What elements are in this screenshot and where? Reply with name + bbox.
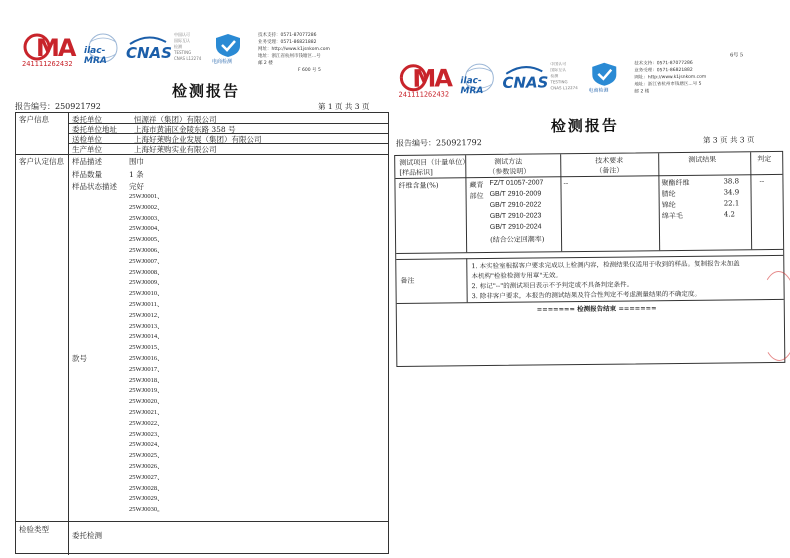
test-item-part: 藏青部位 bbox=[469, 181, 484, 201]
sample-id: 25WJ0003、 bbox=[129, 214, 164, 222]
model-label: 款号 bbox=[72, 354, 87, 363]
remark-line: 2. 标记"--"的测试项目表示不予判定或不具备判定条件。 bbox=[471, 280, 634, 291]
judgement: -- bbox=[759, 177, 765, 186]
report-number: 报告编号：250921792 bbox=[395, 138, 482, 148]
inspection-type-label: 检验类型 bbox=[19, 525, 49, 534]
page-title: 检测报告 bbox=[550, 116, 619, 136]
sample-id: 25WJ0008、 bbox=[129, 268, 164, 276]
remark-line: 1. 本实验室根据客户要求完成以上检测内容，检测结果仅适用于收到的样品。复制报告未加盖 bbox=[471, 259, 740, 271]
report-page-3 bbox=[392, 41, 790, 558]
corner-number: 6号 5 bbox=[730, 52, 744, 59]
col-header-method-sub: （参数说明） bbox=[488, 167, 531, 176]
ecommerce-testing-logo: 电商检测 bbox=[212, 32, 244, 72]
shield-icon bbox=[588, 61, 620, 87]
test-item-name: 纤维含量(%) bbox=[398, 181, 439, 190]
lab-contact-info: 技术支持：0571-87077286 业务受理：0571-86821882 网址：http://www.k1jsnkom.com 地址：浙江省杭州市钱塘区...号 5 邮 2 楼 bbox=[634, 60, 707, 95]
sample-id: 25WJ0027、 bbox=[129, 473, 164, 481]
sample-id: 25WJ0030。 bbox=[129, 506, 164, 514]
cnas-logo: CNAS bbox=[502, 61, 546, 97]
client-row-label: 委托单位地址 bbox=[72, 125, 117, 134]
result-value: 22.1 bbox=[723, 199, 740, 208]
remark-line: 本机构"检验检测专用章"无效。 bbox=[471, 271, 562, 281]
sample-id: 25WJ0018、 bbox=[129, 376, 164, 384]
col-header-item-sub: [样品标识] bbox=[399, 168, 433, 177]
sample-id: 25WJ0010、 bbox=[129, 290, 164, 298]
sample-id: 25WJ0001、 bbox=[129, 193, 164, 200]
test-method: GB/T 2910-2024 bbox=[489, 223, 542, 231]
sample-id: 25WJ0009、 bbox=[129, 279, 164, 287]
sample-id: 25WJ0028、 bbox=[129, 484, 164, 492]
cma-logo: MA 241111262432 bbox=[398, 64, 451, 99]
client-row-label: 送检单位 bbox=[72, 135, 102, 144]
cert-lines: 中国认可 国际互认 检测 TESTING CNAS L12274 bbox=[174, 32, 202, 61]
client-row-value: 上海市黄浦区金陵东路 358 号 bbox=[134, 125, 236, 134]
report-end-marker: ======= 检测报告结束 ======= bbox=[536, 304, 657, 314]
col-header-requirement: 技术要求 bbox=[595, 156, 624, 165]
client-row-value: 上海好莱购企业发展（集团）有限公司 bbox=[134, 135, 262, 144]
result-fiber: 腈纶 bbox=[661, 190, 676, 199]
sample-row-label: 样品数量 bbox=[72, 170, 102, 179]
result-value: 4.2 bbox=[723, 210, 735, 219]
sample-id: 25WJ0013、 bbox=[129, 322, 164, 330]
sample-id: 25WJ0012、 bbox=[129, 311, 164, 319]
shield-icon bbox=[212, 32, 244, 58]
col-header-requirement-sub: （备注） bbox=[595, 166, 624, 175]
sample-id: 25WJ0004、 bbox=[129, 225, 164, 233]
test-method: FZ/T 01057-2007 bbox=[489, 179, 544, 187]
test-results-table bbox=[394, 151, 785, 367]
remark-line: 3. 除非客户要求，本报告的测试结果及符合性判定不考虑测量结果的不确定度。 bbox=[471, 289, 701, 301]
sample-id: 25WJ0015、 bbox=[129, 344, 164, 352]
client-row-label: 生产单位 bbox=[72, 145, 102, 154]
cert-lines: 中国认可 国际互认 检测 TESTING CNAS L12274 bbox=[550, 61, 578, 91]
report-page-1 bbox=[0, 0, 392, 558]
sample-id: 25WJ0006、 bbox=[129, 247, 164, 254]
sample-row-label: 样品状态描述 bbox=[72, 182, 117, 191]
ilac-mra-logo: ilac-MRA bbox=[84, 32, 122, 68]
technical-requirement: -- bbox=[563, 179, 569, 188]
col-header-item: 测试项目（计量单位） bbox=[399, 158, 470, 167]
sample-id: 25WJ0007、 bbox=[129, 257, 164, 265]
sample-id: 25WJ0016、 bbox=[129, 355, 164, 362]
sample-id: 25WJ0020、 bbox=[129, 398, 164, 406]
header-logos bbox=[22, 32, 330, 74]
client-info-table bbox=[15, 112, 389, 554]
cnas-logo: CNAS bbox=[126, 32, 170, 68]
sample-id: 25WJ0014、 bbox=[129, 333, 164, 341]
test-method: GB/T 2910-2023 bbox=[489, 212, 542, 220]
result-fiber: 聚酯纤维 bbox=[661, 178, 690, 188]
lab-contact-info: 技术支持：0571-87077286 业务受理：0571-86821882 网址：http://www.k1jsnkom.com 地址：浙江省杭州市钱塘区...号 邮 2 楼 F 600 号 5 bbox=[258, 33, 330, 73]
client-row-label: 委托单位 bbox=[72, 115, 102, 124]
ilac-mra-logo: ilac-MRA bbox=[460, 62, 498, 98]
sample-id: 25WJ0025、 bbox=[129, 452, 164, 460]
sample-id: 25WJ0002、 bbox=[129, 203, 164, 211]
sample-id: 25WJ0023、 bbox=[129, 430, 164, 438]
page-title: 检测报告 bbox=[172, 82, 241, 100]
client-row-value: 恒源祥（集团）有限公司 bbox=[134, 115, 217, 124]
result-fiber: 绵羊毛 bbox=[661, 211, 683, 221]
page-number: 第 3 页 共 3 页 bbox=[702, 135, 755, 145]
result-value: 34.9 bbox=[723, 188, 740, 197]
col-header-result: 测试结果 bbox=[688, 155, 717, 164]
header-logos bbox=[398, 60, 706, 103]
client-info-label: 客户信息 bbox=[19, 115, 49, 124]
sample-id: 25WJ0026、 bbox=[129, 463, 164, 470]
col-header-judgement: 判定 bbox=[757, 155, 772, 164]
sample-row-value: 1 条 bbox=[129, 170, 144, 179]
sample-id: 25WJ0011、 bbox=[129, 301, 164, 308]
ecommerce-testing-logo: 电商检测 bbox=[588, 61, 620, 101]
sample-id: 25WJ0022、 bbox=[129, 419, 164, 427]
sample-id: 25WJ0017、 bbox=[129, 365, 164, 373]
inspection-type-value: 委托检测 bbox=[72, 531, 102, 540]
sample-row-value: 围巾 bbox=[129, 157, 144, 166]
sample-id: 25WJ0019、 bbox=[129, 387, 164, 395]
page-number: 第 1 页 共 3 页 bbox=[318, 102, 370, 111]
sample-id: 25WJ0005、 bbox=[129, 236, 164, 244]
sample-row-value: 完好 bbox=[129, 182, 144, 191]
result-fiber: 锦纶 bbox=[661, 201, 676, 210]
result-value: 38.8 bbox=[723, 177, 740, 186]
sample-row-label: 样品描述 bbox=[72, 157, 102, 166]
sample-id: 25WJ0029、 bbox=[129, 495, 164, 503]
col-header-method: 测试方法 bbox=[494, 157, 523, 166]
client-row-value: 上海好莱购实业有限公司 bbox=[134, 145, 217, 154]
sample-id: 25WJ0021、 bbox=[129, 409, 164, 416]
cma-logo: MA 241111262432 bbox=[22, 34, 75, 68]
sample-id: 25WJ0024、 bbox=[129, 441, 164, 449]
test-method-note: (结合公定回潮率) bbox=[490, 235, 545, 244]
report-number: 报告编号：250921792 bbox=[15, 102, 101, 111]
sample-info-label: 客户认定信息 bbox=[19, 157, 64, 166]
test-method: GB/T 2910-2009 bbox=[489, 190, 542, 198]
remarks-label: 备注 bbox=[400, 276, 415, 285]
test-method: GB/T 2910-2022 bbox=[489, 201, 542, 209]
